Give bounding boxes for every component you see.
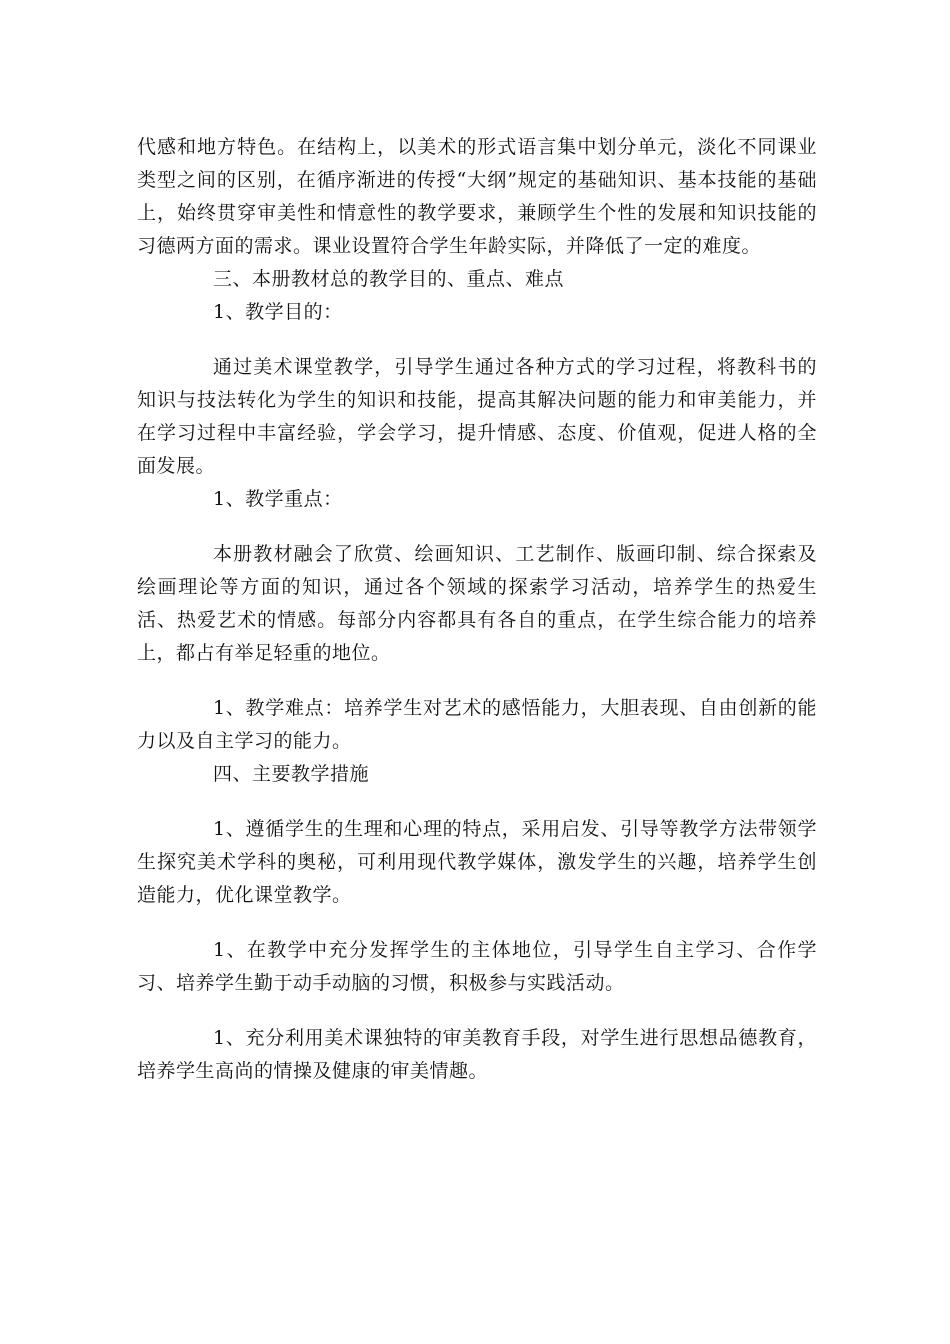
subheading-teaching-goal: 1、教学目的： (213, 301, 343, 323)
paragraph-teaching-focus: 本册教材融会了欣赏、绘画知识、工艺制作、版画印制、综合探索及绘画理论等方面的知识，通过各个领域的探索学习活动，培养学生的热爱生活、热爱艺术的情感。每部分内容都具有各自的重点，在学生综合能力的培养上，都占有举足轻重的地位。 (137, 543, 817, 664)
section-heading-objectives: 三、本册教材总的教学目的、重点、难点 (213, 268, 565, 290)
paragraph-continuation: 代感和地方特色。在结构上，以美术的形式语言集中划分单元，淡化不同课业类型之间的区别，在循序渐进的传授“大纲”规定的基础知识、基本技能的基础上，始终贯穿审美性和情意性的教学要求，兼顾学生个性的发展和知识技能的习德两方面的需求。课业设置符合学生年龄实际，并降低了一定的难度。 (137, 136, 817, 257)
document-body (137, 131, 817, 1088)
paragraph-teaching-difficulty: 1、教学难点：培养学生对艺术的感悟能力，大胆表现、自由创新的能力以及自主学习的能力。 (137, 697, 817, 752)
section-heading-measures: 四、主要教学措施 (213, 763, 370, 785)
paragraph-teaching-goal: 通过美术课堂教学，引导学生通过各种方式的学习过程，将教科书的知识与技法转化为学生的知识和技能，提高其解决问题的能力和审美能力，并在学习过程中丰富经验，学会学习，提升情感、态度、价值观，促进人格的全面发展。 (137, 356, 817, 477)
paragraph-measure-3: 1、充分利用美术课独特的审美教育手段，对学生进行思想品德教育，培养学生高尚的情操及健康的审美情趣。 (137, 1027, 817, 1082)
paragraph-measure-1: 1、遵循学生的生理和心理的特点，采用启发、引导等教学方法带领学生探究美术学科的奥秘，可利用现代教学媒体，激发学生的兴趣，培养学生创造能力，优化课堂教学。 (137, 818, 817, 906)
paragraph-measure-2: 1、在教学中充分发挥学生的主体地位，引导学生自主学习、合作学习、培养学生勤于动手动脑的习惯，积极参与实践活动。 (137, 939, 817, 994)
subheading-teaching-focus: 1、教学重点： (213, 488, 343, 510)
